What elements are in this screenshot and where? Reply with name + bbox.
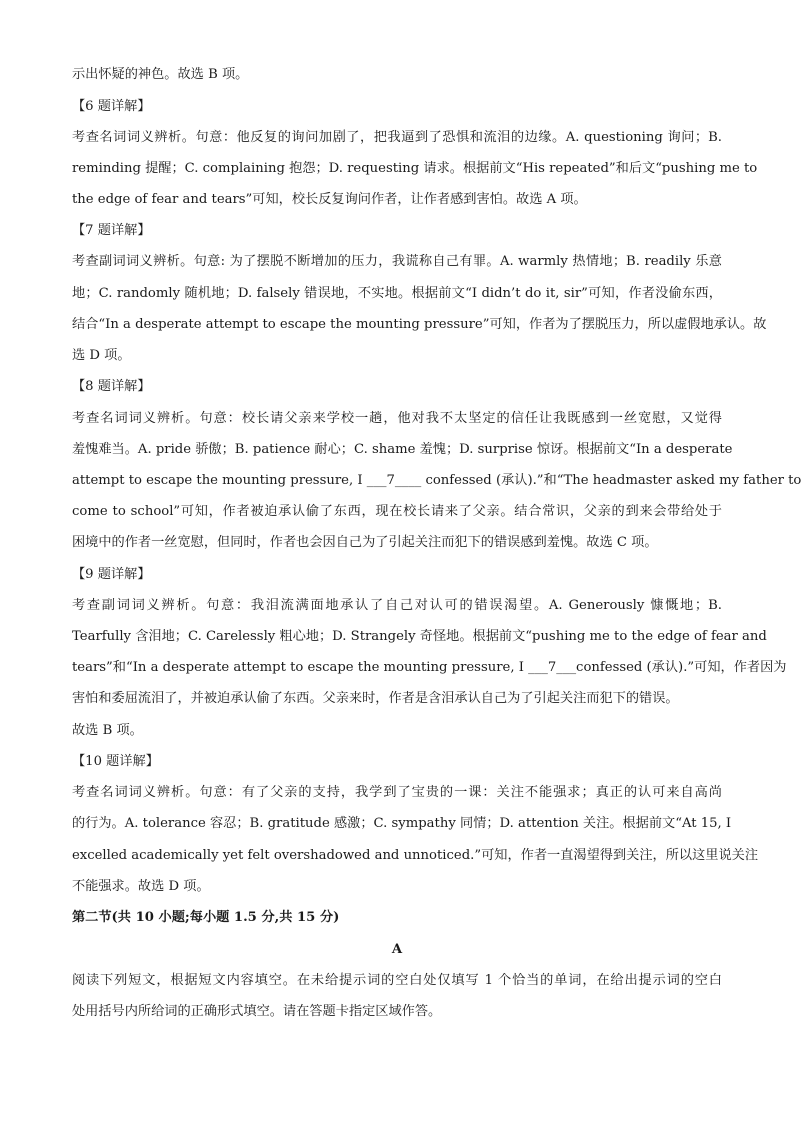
text-line: Tearfully 含泪地；C. Carelessly 粗心地；D. Strangely 奇怪地。根据前文“pushing me to the edge of fear and [72, 629, 767, 644]
text-line: excelled academically yet felt overshadowed and unnoticed.”可知，作者一直渴望得到关注，所以这里说关注 [72, 848, 759, 863]
text-line: the edge of fear and tears”可知，校长反复询问作者，让作者感到害怕。故选 A 项。 [72, 192, 587, 207]
text-line: 考查副词词义辨析。句意：我泪流满面地承认了自己对认可的错误渴望。A. Generously 慷慨地；B. [72, 598, 722, 613]
text-line: 选 D 项。 [72, 348, 131, 363]
text-line: 考查名词词义辨析。句意：有了父亲的支持，我学到了宝贵的一课：关注不能强求；真正的认可来自高尚 [72, 785, 722, 800]
text-line: tears”和“In a desperate attempt to escape the mounting pressure, I ___7___confessed (承认).”可知，作者因为 [72, 660, 787, 675]
text-line: 故选 B 项。 [72, 723, 143, 738]
text-line: 考查副词词义辨析。句意: 为了摆脱不断增加的压力，我谎称自己有罪。A. warmly 热情地；B. readily 乐意 [72, 254, 722, 269]
question-heading: 【6 题详解】 [72, 99, 151, 114]
text-line: attempt to escape the mounting pressure, I ___7____ confessed (承认).”和“The headmaster asked my father to [72, 473, 801, 488]
instruction-line: 阅读下列短文，根据短文内容填空。在未给提示词的空白处仅填写 1 个恰当的单词，在给出提示词的空白 [72, 973, 722, 988]
text-line: 困境中的作者一丝宽慰，但同时，作者也会因自己为了引起关注而犯下的错误感到羞愧。故选 C 项。 [72, 535, 658, 550]
text-line: 考查名词词义辨析。句意：校长请父亲来学校一趟，他对我不太坚定的信任让我既感到一丝宽慰，又觉得 [72, 411, 722, 426]
text-line: 考查名词词义辨析。句意：他反复的询问加剧了，把我逼到了恐惧和流泪的边缘。A. questioning 询问；B. [72, 130, 722, 145]
text-line: 不能强求。故选 D 项。 [72, 879, 210, 894]
question-heading: 【9 题详解】 [72, 567, 151, 582]
instruction-line: 处用括号内所给词的正确形式填空。请在答题卡指定区域作答。 [72, 1004, 442, 1019]
question-heading: 【7 题详解】 [72, 223, 151, 238]
text-line: 地；C. randomly 随机地；D. falsely 错误地，不实地。根据前文“I didn’t do it, sir”可知，作者没偷东西， [72, 286, 722, 301]
text-line: come to school”可知，作者被迫承认偷了东西，现在校长请来了父亲。结合常识，父亲的到来会带给处于 [72, 504, 722, 519]
text-line: 害怕和委屈流泪了，并被迫承认偷了东西。父亲来时，作者是含泪承认自己为了引起关注而犯下的错误。 [72, 691, 679, 706]
question-heading: 【8 题详解】 [72, 379, 151, 394]
section-heading: 第二节(共 10 小题;每小题 1.5 分,共 15 分) [72, 910, 340, 925]
text-line: 羞愧难当。A. pride 骄傲；B. patience 耐心；C. shame 羞愧；D. surprise 惊讶。根据前文“In a desperate [72, 442, 733, 457]
passage-letter: A [391, 942, 403, 957]
question-heading: 【10 题详解】 [72, 754, 159, 769]
text-line: 结合“In a desperate attempt to escape the mounting pressure”可知，作者为了摆脱压力，所以虚假地承认。故 [72, 317, 767, 332]
text-line: reminding 提醒；C. complaining 抱怨；D. requesting 请求。根据前文“His repeated”和后文“pushing me to [72, 161, 758, 176]
text-line: 示出怀疑的神色。故选 B 项。 [72, 67, 249, 82]
text-line: 的行为。A. tolerance 容忍；B. gratitude 感激；C. sympathy 同情；D. attention 关注。根据前文“At 15, I [72, 816, 732, 831]
